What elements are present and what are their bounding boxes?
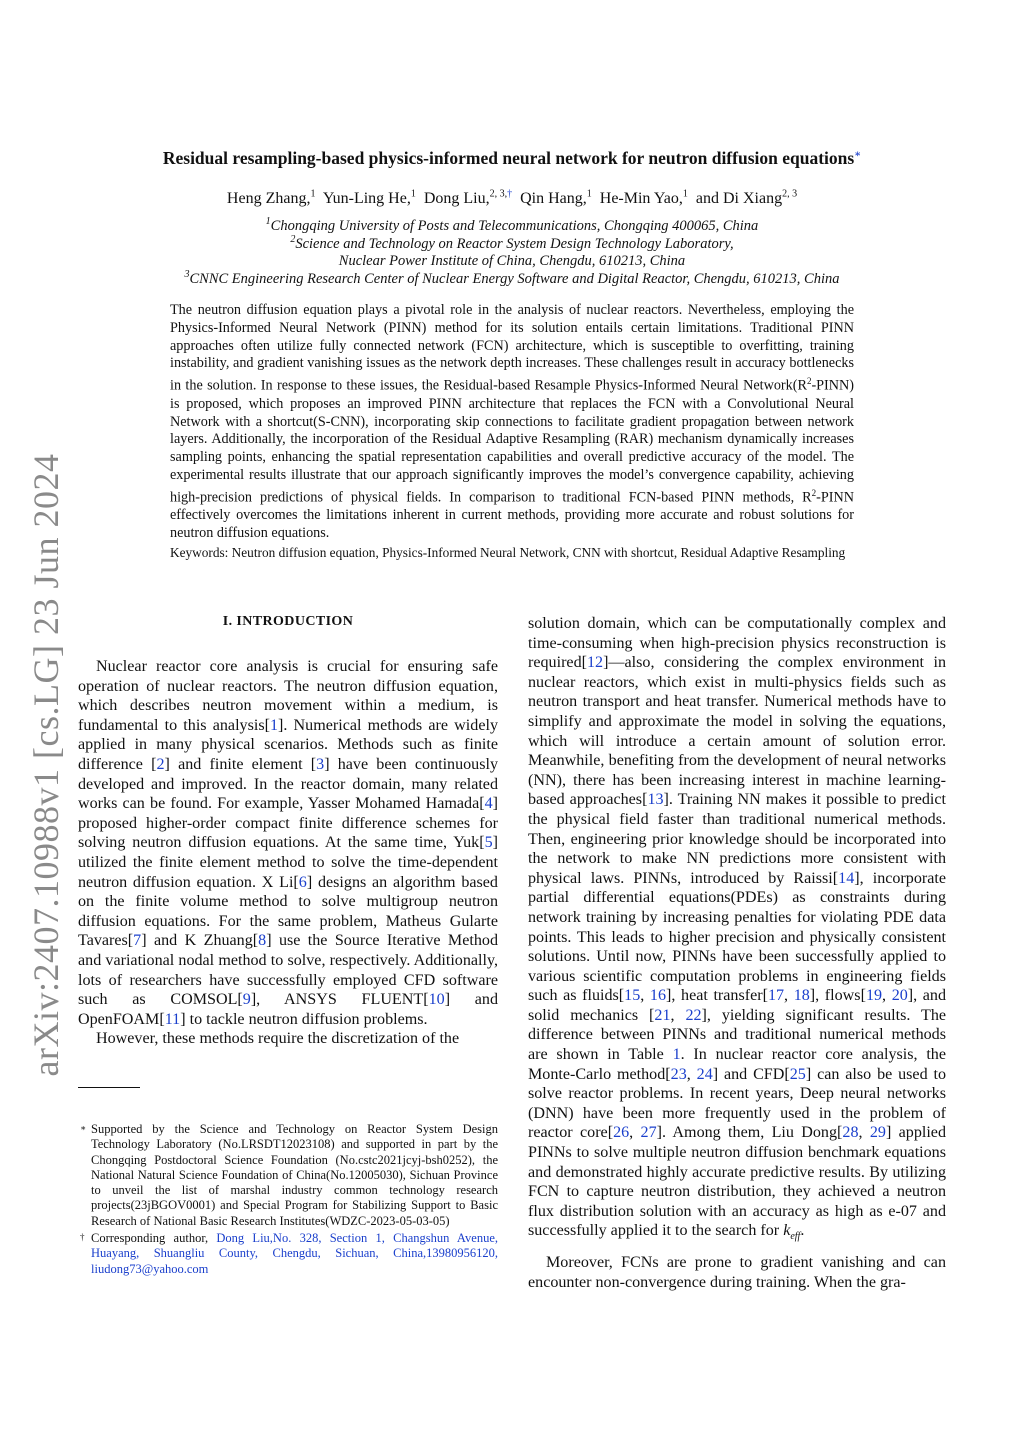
citation-link[interactable]: 1 xyxy=(269,716,278,734)
arxiv-sidebar-stamp xyxy=(26,453,66,1077)
affiliation-continued: Nuclear Power Institute of China, Chengdu, 610213, China xyxy=(338,253,686,269)
abstract: The neutron diffusion equation plays a pivotal role in the analysis of nuclear reactors. Nevertheless, employing the Physics-Informed Neural Network (PINN) method for its solution entails certain limitations. Traditional PINN approaches often utilize fully connected network (FCN) architecture, which is susceptible to overfitting, training instability, and gradient vanishing issues as the network depth increases. These challenges result in accuracy bottlenecks in the solution. In response to these issues, the Residual-based Resample Physics-Informed Neural $Network(R^2-PINN)$ is proposed, which proposes an improved PINN architecture that replaces the FCN with a Convolutional Neural Network with a shortcut(S-CNN), incorporating skip connections to facilitate gradient propagation between network layers. Additionally, the incorporation of the Residual Adaptive Resampling (RAR) mechanism dynamically increases sampling points, enhancing the spatial representation capabilities and overall predictive accuracy of the model. The experimental results illustrate that our approach significantly improves the model’s convergence capability, achieving high-precision predictions of physical fields. In comparison to traditional FCN-based PINN methods, $R^2$-PINN effectively overcomes the limitations inherent in current methods, providing more accurate and robust solutions for neutron diffusion equations. xyxy=(170,302,854,542)
citation-link[interactable]: 16 xyxy=(649,987,667,1005)
citation-link[interactable]: 18 xyxy=(793,987,810,1005)
citation-link[interactable]: 22 xyxy=(685,1006,702,1024)
footnote-divider xyxy=(78,1087,140,1088)
footnote-corresponding-author: † Corresponding author, Dong Liu,No. 328, Section 1, Changshun Avenue, Huayang, Shuangliu County, Chengdu, Sichuan, China,13980956120, liudong73@yahoo.com xyxy=(80,1231,498,1276)
keff-symbol: $k_{eff}$ xyxy=(783,1222,801,1243)
author-list xyxy=(80,190,944,208)
affiliations xyxy=(80,218,944,288)
citation-link[interactable]: 2 xyxy=(156,755,165,773)
citation-link[interactable]: 24 xyxy=(696,1065,713,1083)
paragraph: Moreover, FCNs are prone to gradient vanishing and can encounter non-convergence during training. When the gra- xyxy=(528,1254,946,1291)
left-column xyxy=(78,657,498,1049)
citation-link[interactable]: 12 xyxy=(586,654,604,672)
citation-link[interactable]: 7 xyxy=(133,932,142,950)
affiliation: $^3$CNNC Engineering Research Center of Nuclear Energy Software and Digital Reactor, Chengdu, 610213, China xyxy=(184,268,840,287)
citation-link[interactable]: 17 xyxy=(767,987,785,1005)
citation-link[interactable]: 26 xyxy=(613,1124,630,1142)
citation-link[interactable]: 20 xyxy=(891,987,908,1005)
affiliation: $^2$Science and Technology on Reactor System Design Technology Laboratory, xyxy=(290,233,734,252)
author: Qin Hang,$^1$ xyxy=(520,188,592,207)
section-heading-introduction: I. INTRODUCTION xyxy=(222,614,354,629)
author: He-Min Yao,$^1$ xyxy=(599,188,688,207)
citation-link[interactable]: 6 xyxy=(298,873,307,891)
paragraph: Nuclear reactor core analysis is crucial for ensuring safe operation of nuclear reactors. The neutron diffusion equation, which describes neutron movement within a medium, is fundamental to this analysis[1]. Numerical methods are widely applied in many physical scenarios. Methods such as finite difference [2] and finite element [3] have been continuously developed and improved. In the reactor domain, many related works can be found. For example, Yasser Mohamed Hamada[4] proposed higher-order compact finite difference schemes for solving neutron diffusion equations. At the same time, Yuk[5] utilized the finite element method to solve the time-dependent neutron diffusion equation. X Li[6] designs an algorithm based on the finite volume method to solve multigroup neutron diffusion equations. For the same problem, Matheus Gularte Tavares[7] and K Zhuang[8] use the Source Iterative Method and variational nodal method to solve, respectively. Additionally, lots of researchers have successfully employed CFD software such as COMSOL[9], ANSYS FLUENT[10] and OpenFOAM[11] to tackle neutron diffusion problems. xyxy=(78,658,499,1028)
paragraph: solution domain, which can be computationally complex and time-consuming when high-precision physics reconstruction is required[12]—also, considering the complex environment in nuclear reactors, which exist in multi-physics fields such as neutron transport and heat transfer. Numerical methods have to simplify and approximate the model in solving the equations, which will introduce a certain amount of solution error. Meanwhile, benefiting from the development of neural networks (NN), there has been increasing interest in machine learning-based approaches[13]. Training NN makes it possible to predict the physical field faster than traditional numerical methods. Then, engineering prior knowledge should be incorporated into the network to make NN predictions more consistent with physical laws. PINNs, introduced by Raissi[14], incorporate partial differential equations(PDEs) as constraints during network training by increasing penalties for violating PDE data points. This leads to higher precision and physically consistent solutions. Until now, PINNs have been successfully applied to various scientific computation problems in engineering fields such as fluids[15, 16], heat transfer[17, 18], flows[19, 20], and solid mechanics [21, 22], yielding significant results. The difference between PINNs and traditional numerical methods are shown in Table 1. In nuclear reactor core analysis, the Monte-Carlo method[23, 24] and CFD[25] can also be used to solve reactor problems. In recent years, Deep neural networks (DNN) have been more frequently used in the problem of reactor core[26, 27]. Among them, Liu Dong[28, 29] applied PINNs to solve multiple neutron diffusion benchmark equations and demonstrated highly accurate predictive results. By utilizing FCN to capture neutron distribution, they achieved a neutron flux distribution solution with an accuracy as high as e-07 and successfully applied it to the search for $k_{eff}$. xyxy=(528,615,947,1243)
citation-link[interactable]: 11 xyxy=(164,1010,181,1028)
citation-link[interactable]: 28 xyxy=(842,1124,859,1142)
right-column xyxy=(528,614,946,1292)
citation-link[interactable]: 8 xyxy=(258,932,267,950)
citation-link[interactable]: 14 xyxy=(838,869,855,887)
title-footnote-mark[interactable]: ∗ xyxy=(854,149,862,161)
paragraph: However, these methods require the discretization of the xyxy=(96,1030,460,1048)
citation-link[interactable]: 4 xyxy=(484,795,493,813)
citation-link[interactable]: 19 xyxy=(865,987,883,1005)
affiliation: $^1$Chongqing University of Posts and Telecommunications, Chongqing 400065, China xyxy=(265,216,759,234)
corresponding-author-link[interactable]: Dong Liu,No. 328, Section 1, Changshun Avenue, Huayang, Shuangliu County, Chengdu, Sichuan, China,13980956120, liudong73@yahoo.com xyxy=(91,1231,498,1276)
table-reference-link[interactable]: 1 xyxy=(672,1046,681,1064)
corresponding-author-mark[interactable]: † xyxy=(507,188,513,200)
citation-link[interactable]: 9 xyxy=(242,991,251,1009)
citation-link[interactable]: 15 xyxy=(624,987,641,1005)
citation-link[interactable]: 13 xyxy=(647,791,664,809)
paper-title xyxy=(80,148,944,169)
citation-link[interactable]: 25 xyxy=(789,1065,806,1083)
citation-link[interactable]: 5 xyxy=(484,834,493,852)
citation-link[interactable]: 21 xyxy=(654,1006,671,1024)
arxiv-identifier: arXiv:2407.10988v1 [cs.LG] 23 Jun 2024 xyxy=(26,453,66,1077)
citation-link[interactable]: 29 xyxy=(869,1124,886,1142)
author: Yun-Ling He,$^1$ xyxy=(322,188,416,207)
author: and Di Xiang$^{2, 3}$ xyxy=(695,188,798,207)
footnotes xyxy=(80,1122,498,1277)
citation-link[interactable]: 3 xyxy=(316,755,325,773)
footnote-funding: ∗ Supported by the Science and Technology on Reactor System Design Technology Laboratory (No.LRSDT12023108) and supported in part by the Chongqing Postdoctoral Science Foundation (No.cstc2021jcyj-bsh0252), the National Natural Science Foundation of China(No.12005030), Sichuan Province to unveil the list of marshal industry common technology research projects(23jBGOV0001) and Special Program for Stabilizing Support to Basic Research of National Basic Research Institutes(WDZC-2023-05-03-05) xyxy=(80,1122,498,1228)
title-text: Residual resampling-based physics-informed neural network for neutron diffusion equations xyxy=(162,148,855,168)
author: Heng Zhang,$^1$ xyxy=(226,188,316,207)
citation-link[interactable]: 27 xyxy=(640,1124,657,1142)
keywords: Keywords: Neutron diffusion equation, Physics-Informed Neural Network, CNN with shortcut, Residual Adaptive Resampling xyxy=(170,545,846,560)
citation-link[interactable]: 10 xyxy=(428,991,445,1009)
citation-link[interactable]: 23 xyxy=(670,1065,687,1083)
author: Dong Liu,$^{2, 3,\dagger}$ xyxy=(423,188,513,207)
